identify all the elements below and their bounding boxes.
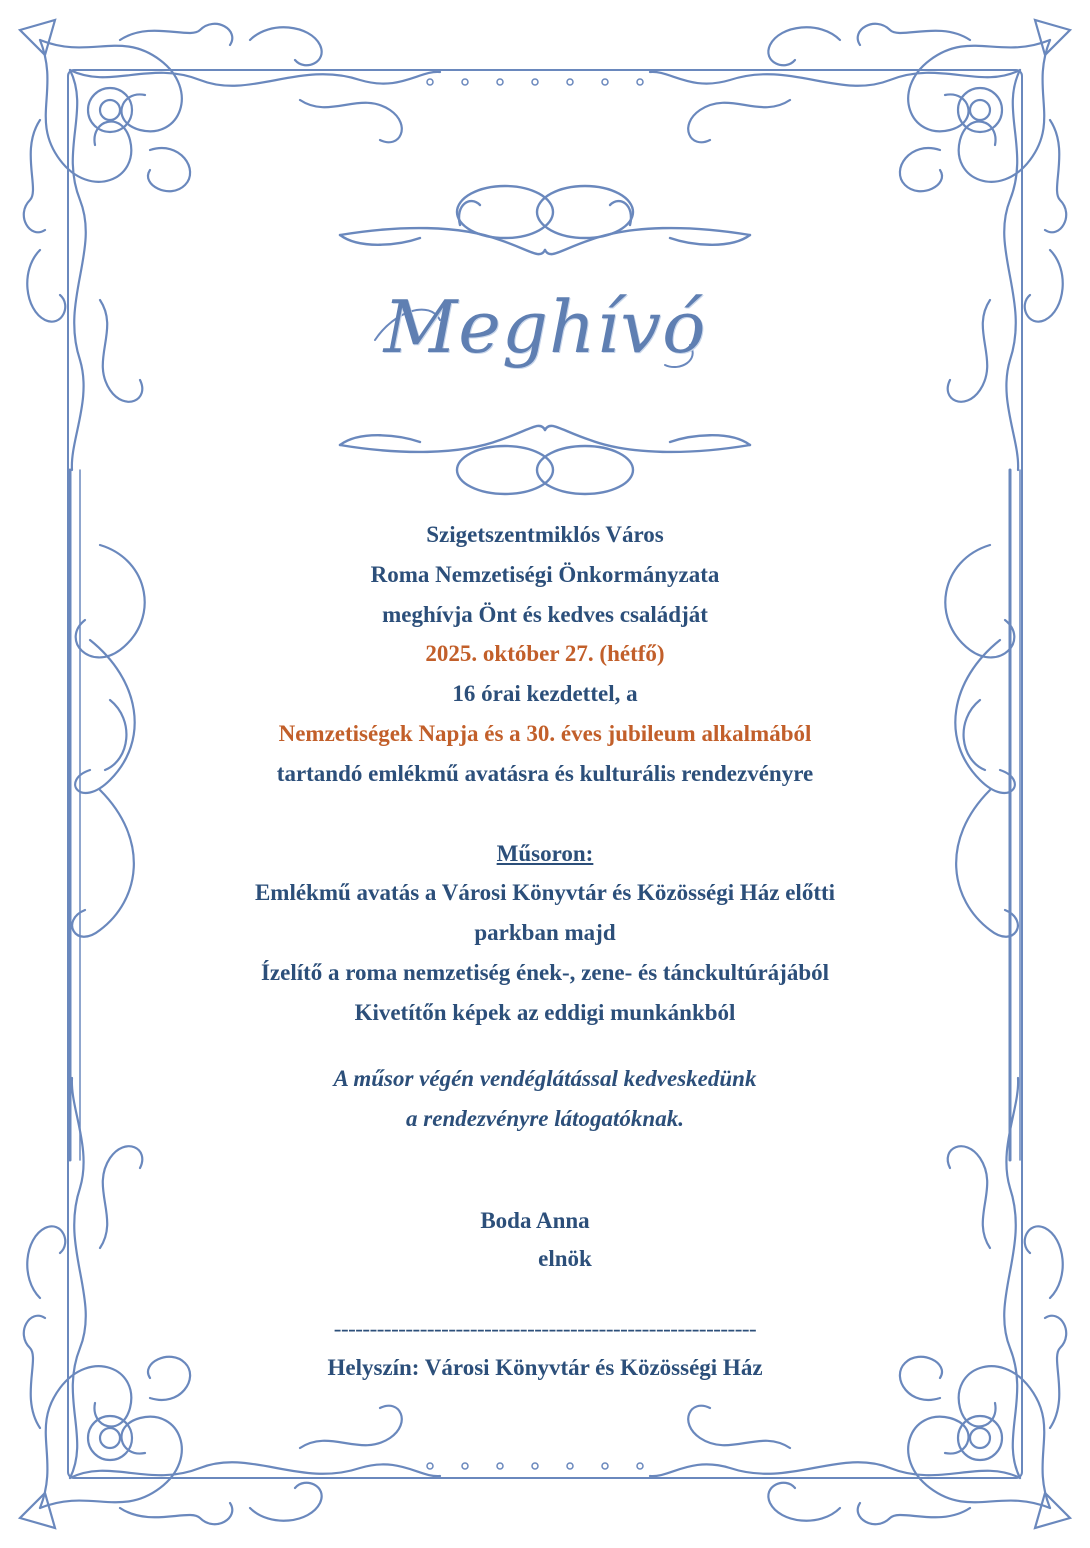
closing-line-1: A műsor végén vendéglátással kedveskedünk [333,1066,757,1091]
event-time: 16 órai kezdettel, a [452,681,638,706]
organizer-body: Roma Nemzetiségi Önkormányzata [370,562,720,587]
program-item-2: Ízelítő a roma nemzetiség ének-, zene- és tánckultúrájából [260,960,830,985]
invite-text: meghívja Önt és kedves családját [382,602,708,627]
signature-name: Boda Anna [480,1208,590,1233]
page-title: Meghívó [383,285,707,369]
event-occasion: Nemzetiségek Napja és a 30. éves jubileum alkalmából [278,721,812,746]
closing-line-2: a rendezvényre látogatóknak. [406,1106,684,1131]
event-description: tartandó emlékmű avatásra és kulturális rendezvényre [276,761,814,786]
signature-role: elnök [538,1246,592,1271]
venue: Helyszín: Városi Könyvtár és Közösségi Ház [327,1355,763,1380]
program-item-1b: parkban majd [474,920,616,945]
program-heading: Műsoron: [496,841,594,866]
program-item-1a: Emlékmű avatás a Városi Könyvtár és Közösségi Ház előtti [254,880,836,905]
program-item-3: Kivetítőn képek az eddigi munkánkból [354,1000,736,1025]
event-date: 2025. október 27. (hétfő) [425,641,665,666]
organizer-city: Szigetszentmiklós Város [426,522,664,547]
separator-line: ----------------------------------------------------------- [333,1316,757,1341]
